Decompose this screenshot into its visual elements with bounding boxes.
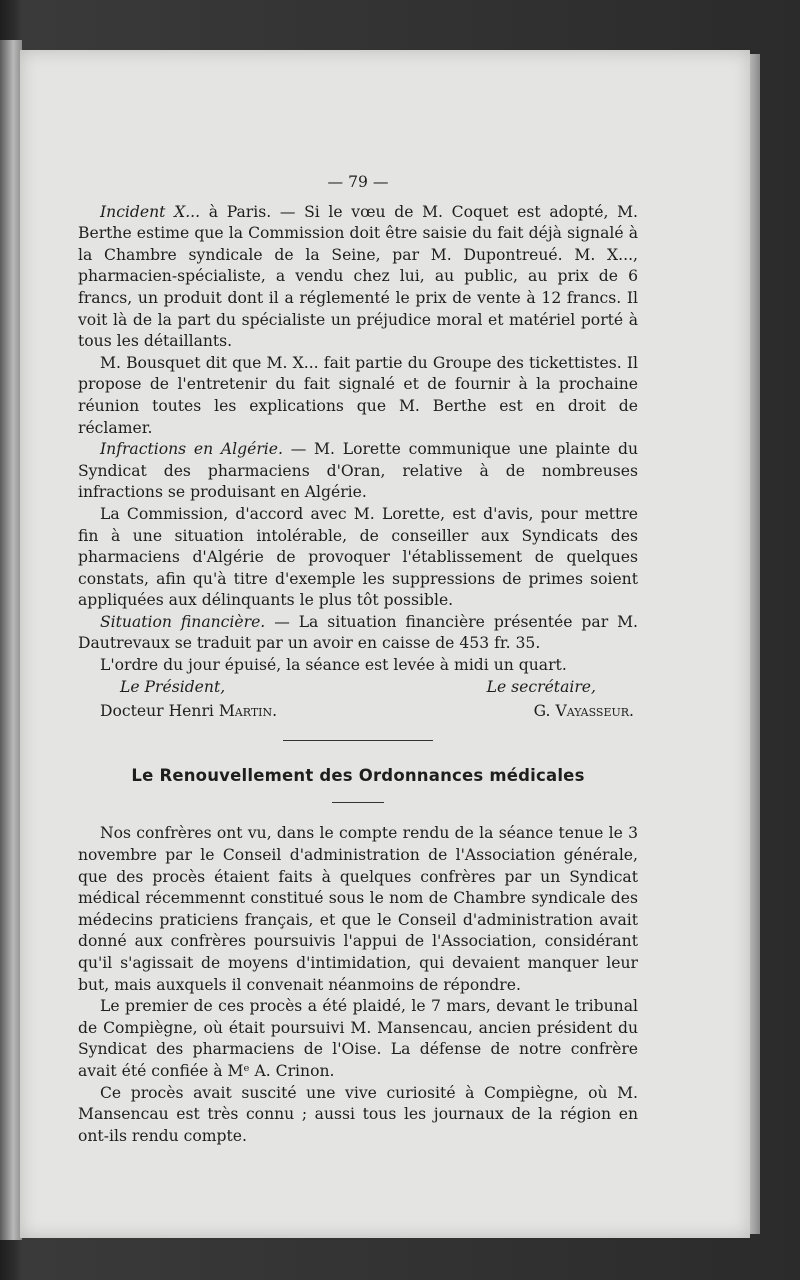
paragraph-bousquet: [78, 353, 638, 439]
paragraph-body: L'ordre du jour épuisé, la séance est levée à midi un quart.: [100, 656, 567, 675]
secretary-title: Le secrétaire,: [486, 677, 596, 696]
secretary-name-prefix: G.: [533, 702, 556, 721]
president-title: Le Président,: [120, 677, 226, 696]
page-text-block: [78, 172, 638, 1147]
paragraph-lead: Situation financière.: [100, 612, 266, 631]
section-divider: [283, 740, 433, 741]
paragraph-algerie: [78, 439, 638, 504]
paragraph-body: M. Bousquet dit que M. X... fait partie du Groupe des tickettistes. Il propose de l'entretenir du fait signalé et de fournir à la prochaine réunion toutes les explications que M. Berthe est en droit de réclamer.: [78, 353, 638, 437]
paragraph-lead: Incident X...: [100, 202, 201, 221]
signature-titles: [78, 677, 638, 699]
president-surname: Martin.: [218, 702, 278, 721]
president-name-prefix: Docteur Henri: [100, 702, 219, 721]
section-title: Le Renouvellement des Ordonnances médicales: [131, 765, 585, 785]
paragraph-commission: [78, 504, 638, 612]
paragraph-incident: [78, 202, 638, 353]
secretary-surname: Vayasseur.: [555, 702, 634, 721]
title-underline: [332, 802, 384, 803]
paragraph-confreres: Nos confrères ont vu, dans le compte rendu de la séance tenue le 3 novembre par le Conseil d'administration de l'Association générale, que des procès étaient faits à quelques confrères par un Syndicat médical récemmennt constitué sous le nom de Chambre syndicale des médecins praticiens français, et que le Conseil d'administration avait donné aux confrères poursuivis l'appui de l'Association, considérant qu'il s'agissait de moyens d'intimidation, qui devaient manquer leur but, mais auxquels il convenait néanmoins de répondre.: [78, 824, 638, 994]
secretary-name: [534, 701, 634, 723]
paragraph-cloture: [78, 655, 638, 677]
page-number: — 79 —: [327, 173, 389, 191]
paragraph-premier-proces: Le premier de ces procès a été plaidé, le 7 mars, devant le tribunal de Compiègne, où était poursuivi M. Mansencau, ancien président du Syndicat des pharmaciens de l'Oise. La défense de notre confrère avait été confiée à Mᵉ A. Crinon.: [78, 997, 638, 1080]
paragraph-body: — M. Lorette communique une plainte du Syndicat des pharmaciens d'Oran, relative à de nombreuses infractions se produisant en Algérie.: [78, 440, 638, 502]
paragraph-body: — La situation financière présentée par M. Dautrevaux se traduit par un avoir en caisse de 453 fr. 35.: [78, 612, 638, 653]
paragraph-body: La Commission, d'accord avec M. Lorette, est d'avis, pour mettre fin à une situation intolérable, de conseiller aux Syndicats des pharmaciens d'Algérie de provoquer l'établissement de quelques constats, afin qu'à titre d'exemple les suppressions de primes soient appliquées aux délinquants le plus tôt possible.: [78, 504, 638, 610]
signature-names: [78, 701, 638, 723]
paragraph-financiere: [78, 612, 638, 655]
paragraph-lead: Infractions en Algérie.: [100, 440, 283, 459]
president-name: [100, 701, 277, 723]
facing-page-edge: [0, 40, 22, 1240]
paragraph-curiosite: Ce procès avait suscité une vive curiosité à Compiègne, où M. Mansencau est très connu ; aussi tous les journaux de la région en ont-ils rendu compte.: [78, 1083, 638, 1145]
paragraph-body: à Paris. — Si le vœu de M. Coquet est adopté, M. Berthe estime que la Commission doit être saisie du fait déjà signalé à la Chambre syndicale de la Seine, par M. Dupontreué. M. X..., pharmacien-spécialiste, a vendu chez lui, au public, au prix de 6 francs, un produit dont il a réglementé le prix de vente à 12 francs. Il voit là de la part du spécialiste un préjudice moral et matériel porté à tous les détaillants.: [78, 202, 639, 351]
